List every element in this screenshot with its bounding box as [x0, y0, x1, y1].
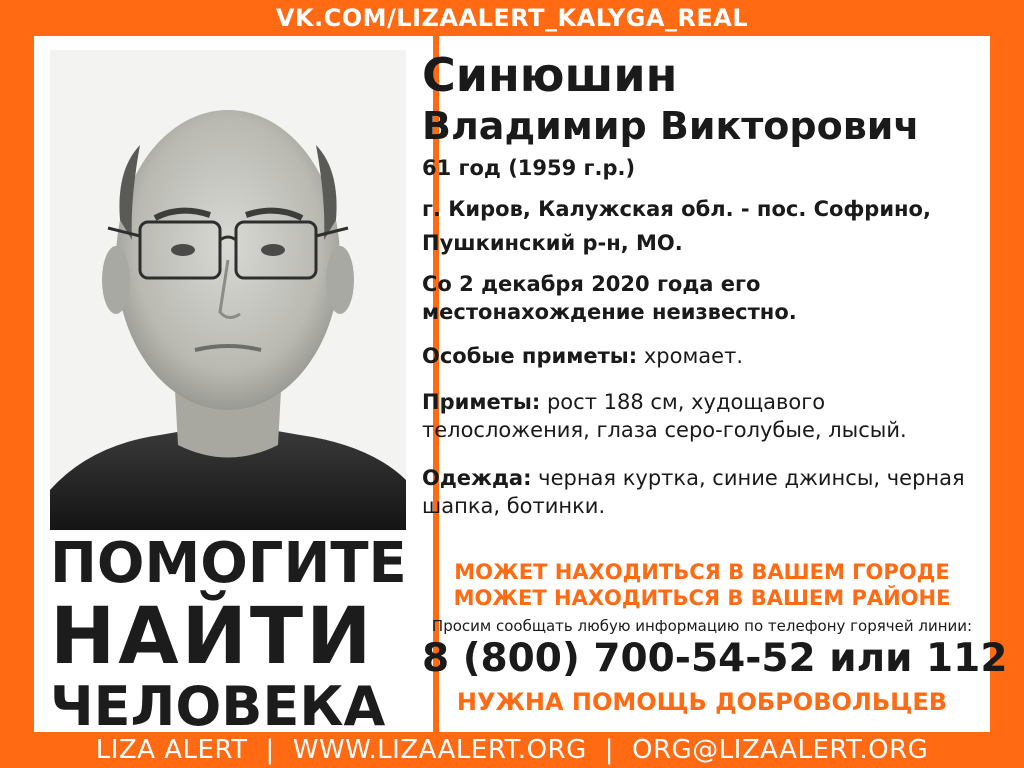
special-marks [422, 342, 982, 370]
description-value: рост 188 см, худощавого телосложения, глаза серо-голубые, лысый. [422, 390, 907, 442]
footer-separator: | [265, 735, 275, 765]
clothes [422, 464, 982, 520]
volunteers-needed: НУЖНА ПОМОЩЬ ДОБРОВОЛЬЦЕВ [456, 688, 948, 716]
may-be-in-district: МОЖЕТ НАХОДИТЬСЯ В ВАШЕМ РАЙОНЕ [453, 586, 951, 610]
person-photo [50, 50, 406, 530]
special-marks-value: хромает. [637, 344, 743, 368]
vk-url[interactable]: VK.COM/LIZAALERT_KALYGA_REAL [275, 4, 749, 32]
footer [0, 732, 1024, 768]
footer-separator: | [604, 735, 615, 765]
surname: Синюшин [422, 48, 678, 102]
clothes-label: Одежда: [422, 466, 532, 490]
footer-email-link[interactable]: ORG@LIZAALERT.ORG [632, 735, 929, 765]
description [422, 388, 982, 444]
help-line-2: НАЙТИ [50, 592, 375, 682]
poster-card [34, 36, 1008, 738]
hotline-request: Просим сообщать любую информацию по телефону горячей линии: [431, 617, 973, 635]
may-be-in-city: МОЖЕТ НАХОДИТЬСЯ В ВАШЕМ ГОРОДЕ [454, 560, 950, 584]
footer-website-link[interactable]: WWW.LIZAALERT.ORG [292, 735, 587, 765]
footer-org: LIZA ALERT [95, 735, 248, 765]
hotline-phone[interactable]: 8 (800) 700-54-52 или 112 [422, 636, 1008, 681]
missing-since: Со 2 декабря 2020 года его местонахождение неизвестно. [422, 272, 797, 324]
clothes-value: черная куртка, синие джинсы, черная шапка, ботинки. [422, 466, 965, 518]
help-line-3: ЧЕЛОВЕКА [50, 675, 386, 738]
given-names: Владимир Викторович [422, 104, 920, 148]
description-label: Приметы: [422, 390, 541, 414]
location: г. Киров, Калужская обл. - пос. Софрино, Пушкинский р-н, МО. [422, 197, 931, 255]
age: 61 год (1959 г.р.) [422, 156, 636, 180]
help-line-1: ПОМОГИТЕ [50, 531, 407, 596]
help-find-person-banner [50, 531, 412, 738]
special-marks-label: Особые приметы: [422, 344, 638, 368]
